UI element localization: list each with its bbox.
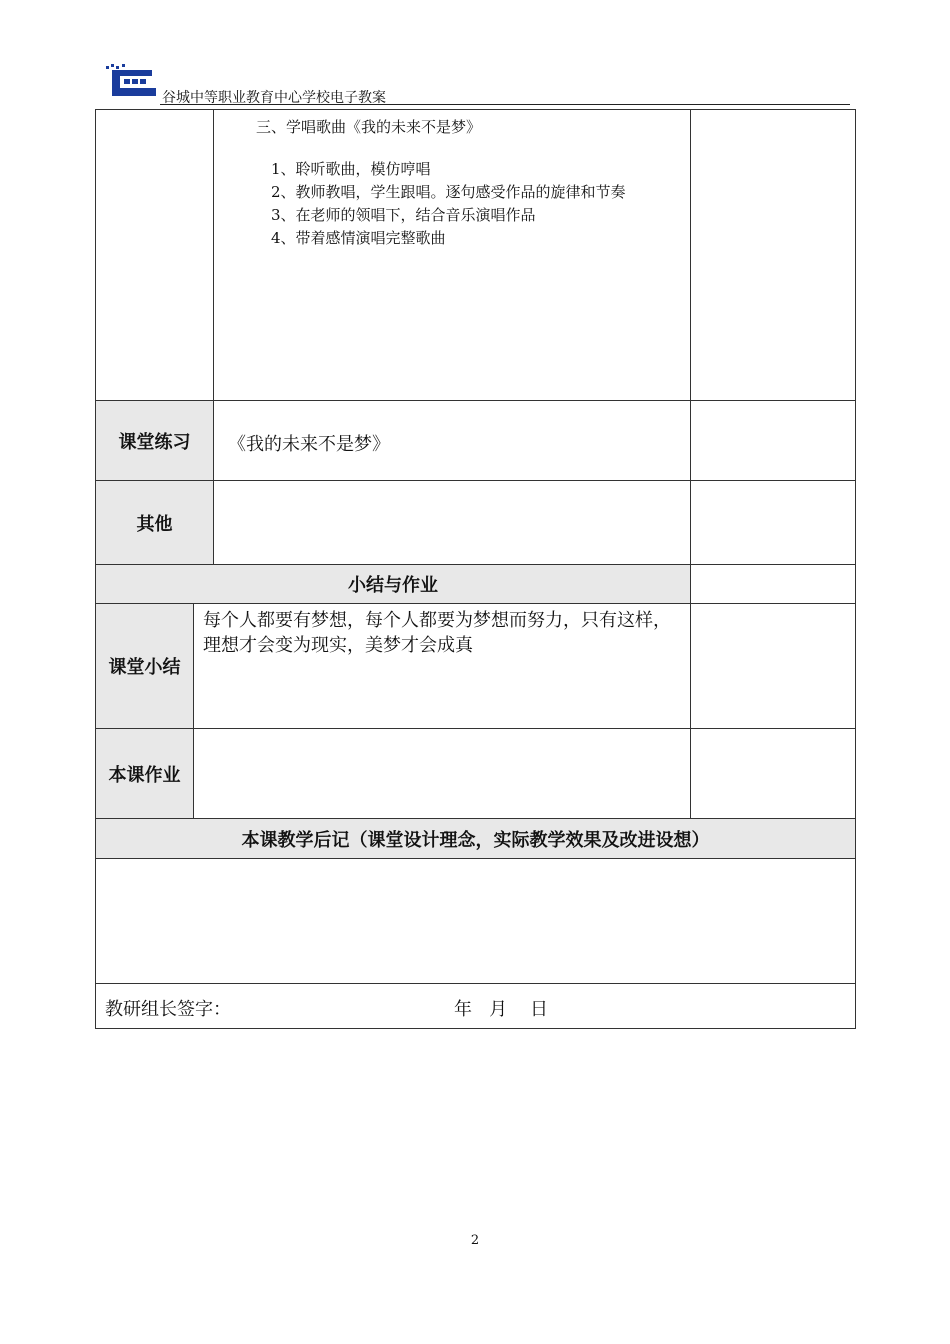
summary-line-2: 理想才会变为现实，美梦才会成真 [203, 635, 473, 656]
practice-notes-cell [690, 400, 856, 481]
summary-notes-cell [690, 603, 856, 729]
signature-row [95, 983, 856, 1029]
summary-section-title: 小结与作业 [95, 564, 691, 604]
practice-content: 《我的未来不是梦》 [228, 434, 390, 455]
steps-label-cell [95, 109, 214, 401]
school-logo-icon [102, 62, 158, 102]
school-name: 谷城中等职业教育中心学校电子教案 [162, 90, 386, 106]
signature-label: 教研组长签字： [105, 999, 231, 1020]
practice-label: 课堂练习 [95, 400, 214, 481]
document-header [100, 62, 848, 106]
summary-section-notes-cell [690, 564, 856, 604]
signature-date: 年 月 日 [454, 999, 549, 1020]
step-item-4: 4、带着感情演唱完整歌曲 [271, 229, 446, 247]
page-number: 2 [470, 1233, 480, 1248]
reflection-title: 本课教学后记（课堂设计理念，实际教学效果及改进设想） [95, 818, 856, 859]
summary-label: 课堂小结 [95, 603, 194, 729]
summary-line-1: 每个人都要有梦想，每个人都要为梦想而努力，只有这样， [203, 610, 671, 631]
step-item-2: 2、教师教唱，学生跟唱。逐句感受作品的旋律和节奏 [271, 183, 626, 201]
other-notes-cell [690, 480, 856, 565]
summary-content-cell [193, 603, 691, 729]
steps-notes-cell [690, 109, 856, 401]
step-item-1: 1、聆听歌曲，模仿哼唱 [271, 160, 431, 178]
steps-heading: 三、学唱歌曲《我的未来不是梦》 [256, 118, 482, 136]
homework-label: 本课作业 [95, 728, 194, 819]
other-content [213, 480, 691, 565]
homework-content [193, 728, 691, 819]
header-rule [160, 104, 850, 105]
steps-content-cell [213, 109, 691, 401]
practice-content-cell [213, 400, 691, 481]
homework-notes-cell [690, 728, 856, 819]
step-item-3: 3、在老师的领唱下，结合音乐演唱作品 [271, 206, 536, 224]
reflection-content [95, 858, 856, 984]
other-label: 其他 [95, 480, 214, 565]
